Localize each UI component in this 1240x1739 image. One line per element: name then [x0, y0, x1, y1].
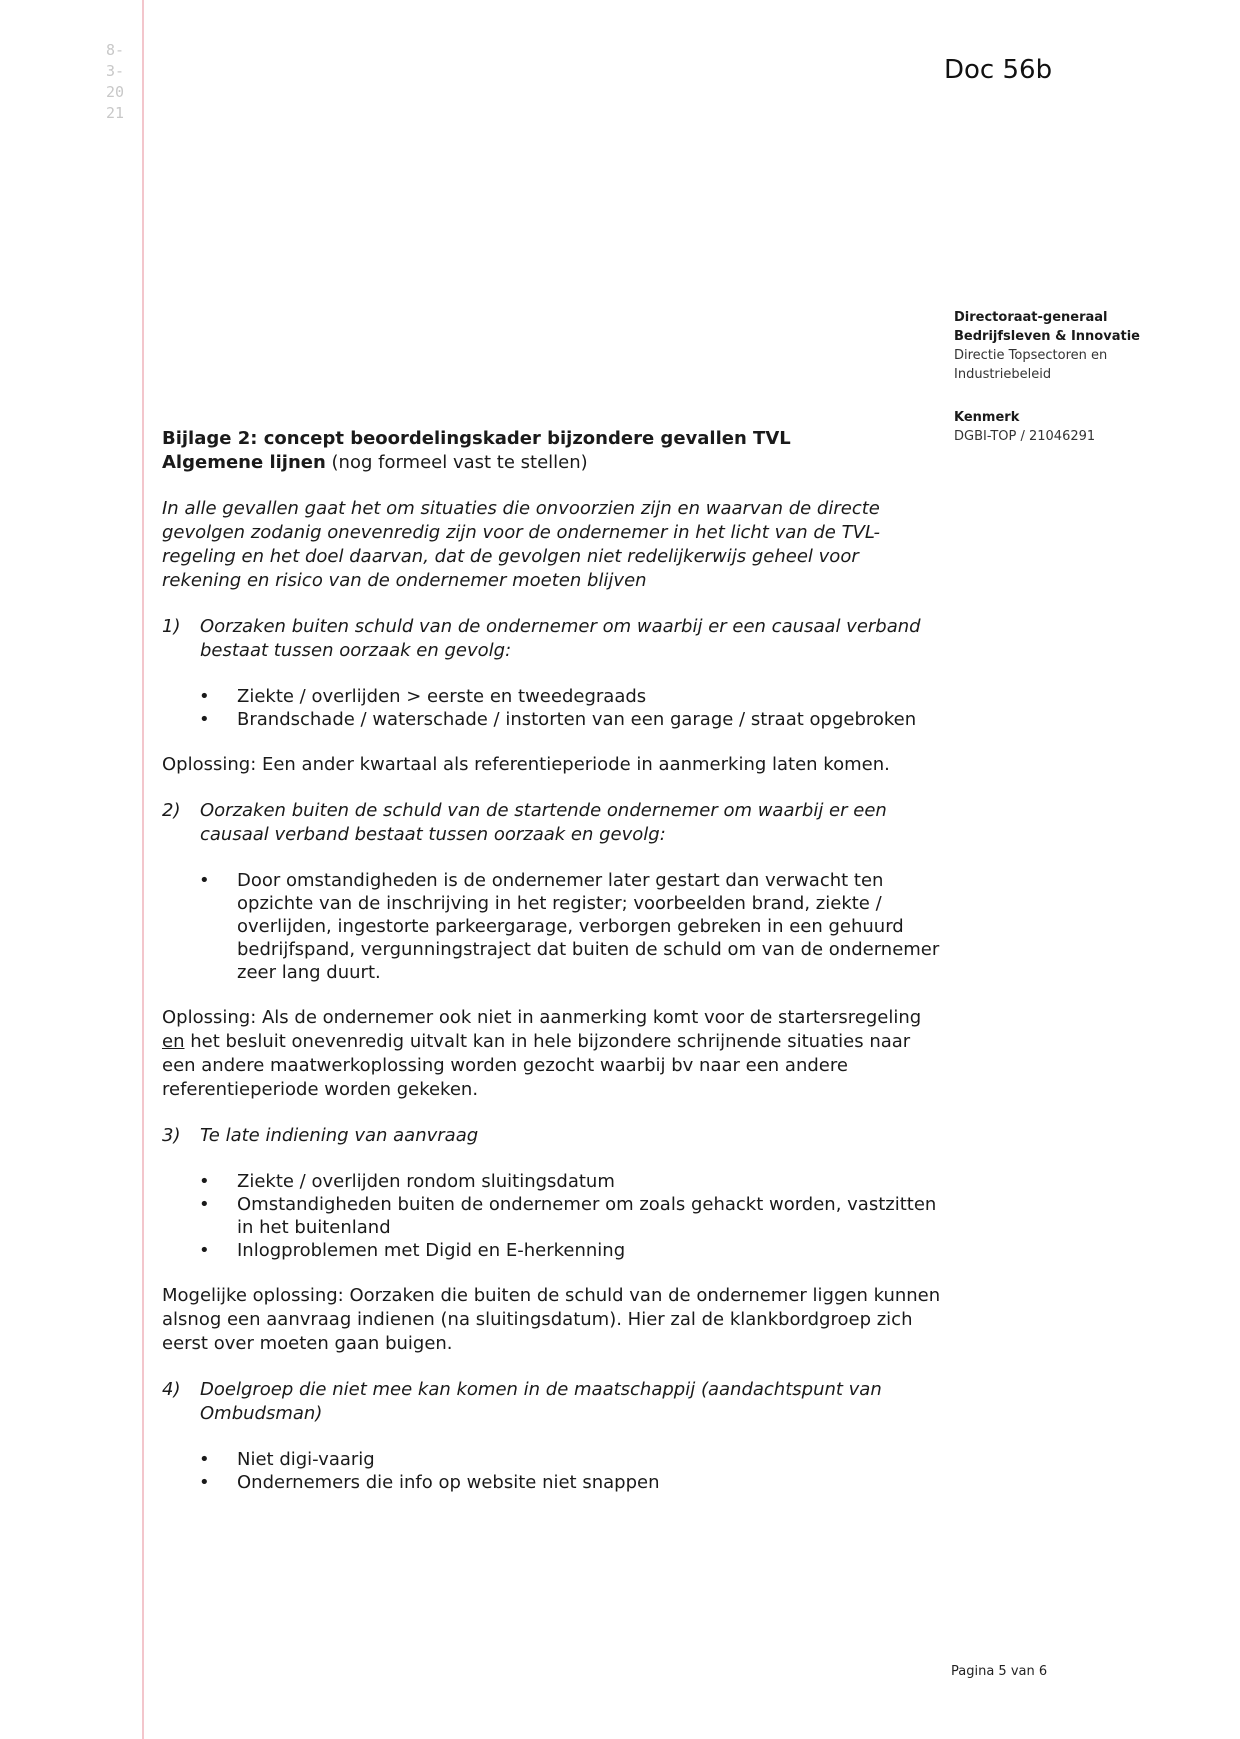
list-item: • Niet digi-vaarig — [237, 1448, 942, 1471]
dept-line: Industriebeleid — [954, 367, 1052, 382]
general-heading-bold: Algemene lijnen — [162, 452, 326, 473]
document-title: Bijlage 2: concept beoordelingskader bijzondere gevallen TVL — [162, 428, 791, 449]
bullet-list — [162, 869, 942, 984]
section-heading — [162, 1378, 942, 1426]
sender-block — [954, 308, 1204, 446]
section-number: 1) — [162, 616, 181, 637]
org-line: Bedrijfsleven & Innovatie — [954, 329, 1140, 344]
section-text: Oorzaken buiten schuld van de ondernemer om waarbij er een causaal verband bestaat tussen oorzaak en gevolg: — [200, 616, 921, 661]
underlined-word: en — [162, 1031, 185, 1052]
list-item: • Inlogproblemen met Digid en E-herkenning — [237, 1239, 942, 1262]
intro-paragraph: In alle gevallen gaat het om situaties die onvoorzien zijn en waarvan de directe gevolgen zodanig onevenredig zijn voor de ondernemer in het licht van de TVL-regeling en het doel daarvan, dat de gevolgen niet redelijkerwijs geheel voor rekening en risico van de ondernemer moeten blijven — [162, 498, 881, 591]
date-stamp: 8-3-2021 — [105, 41, 125, 122]
org-line: Directoraat-generaal — [954, 310, 1108, 325]
page-number: Pagina 5 van 6 — [951, 1664, 1048, 1679]
list-item: • Door omstandigheden is de ondernemer later gestart dan verwacht ten opzichte van de inschrijving in het register; voorbeelden brand, ziekte / overlijden, ingestorte parkeergarage, verborgen gebreken in een gehuurd bedrijfspand, vergunningstraject dat buiten de schuld om van de ondernemer zeer lang duurt. — [237, 869, 942, 984]
section-number: 3) — [162, 1125, 181, 1146]
solution-paragraph: Oplossing: Een ander kwartaal als referentieperiode in aanmerking laten komen. — [162, 754, 890, 775]
list-item: • Ziekte / overlijden > eerste en tweedegraads — [237, 685, 942, 708]
section-number: 4) — [162, 1379, 181, 1400]
section-heading — [162, 1124, 942, 1148]
document-number: Doc 56b — [944, 55, 1053, 85]
section-number: 2) — [162, 800, 181, 821]
solution-paragraph — [162, 1006, 942, 1102]
section-heading — [162, 799, 942, 847]
general-heading — [162, 451, 942, 475]
section-heading — [162, 615, 942, 663]
list-item: • Brandschade / waterschade / instorten van een garage / straat opgebroken — [237, 708, 942, 731]
margin-line — [142, 0, 144, 1739]
list-item: • Ziekte / overlijden rondom sluitingsdatum — [237, 1170, 942, 1193]
section-text: Oorzaken buiten de schuld van de startende ondernemer om waarbij er een causaal verband bestaat tussen oorzaak en gevolg: — [200, 800, 887, 845]
dept-line: Directie Topsectoren en — [954, 348, 1108, 363]
solution-text: het besluit onevenredig uitvalt kan in hele bijzondere schrijnende situaties naar een andere maatwerkoplossing worden gezocht waarbij bv naar een andere referentieperiode worden gekeken. — [162, 1031, 911, 1100]
solution-paragraph: Mogelijke oplossing: Oorzaken die buiten de schuld van de ondernemer liggen kunnen alsnog een aanvraag indienen (na sluitingsdatum). Hier zal de klankbordgroep zich eerst over moeten gaan buigen. — [162, 1285, 941, 1354]
list-item: • Ondernemers die info op website niet snappen — [237, 1471, 942, 1494]
list-item: • Omstandigheden buiten de ondernemer om zoals gehackt worden, vastzitten in het buitenland — [237, 1193, 942, 1239]
solution-text: Oplossing: Als de ondernemer ook niet in aanmerking komt voor de startersregeling — [162, 1007, 922, 1028]
general-note: (nog formeel vast te stellen) — [325, 452, 588, 473]
kenmerk-value: DGBI-TOP / 21046291 — [954, 429, 1096, 444]
bullet-list — [162, 1170, 942, 1262]
bullet-list — [162, 685, 942, 731]
section-text: Te late indiening van aanvraag — [200, 1125, 479, 1146]
bullet-list — [162, 1448, 942, 1494]
kenmerk-label: Kenmerk — [954, 410, 1020, 425]
section-text: Doelgroep die niet mee kan komen in de maatschappij (aandachtspunt van Ombudsman) — [200, 1379, 882, 1424]
document-body — [162, 427, 942, 1494]
